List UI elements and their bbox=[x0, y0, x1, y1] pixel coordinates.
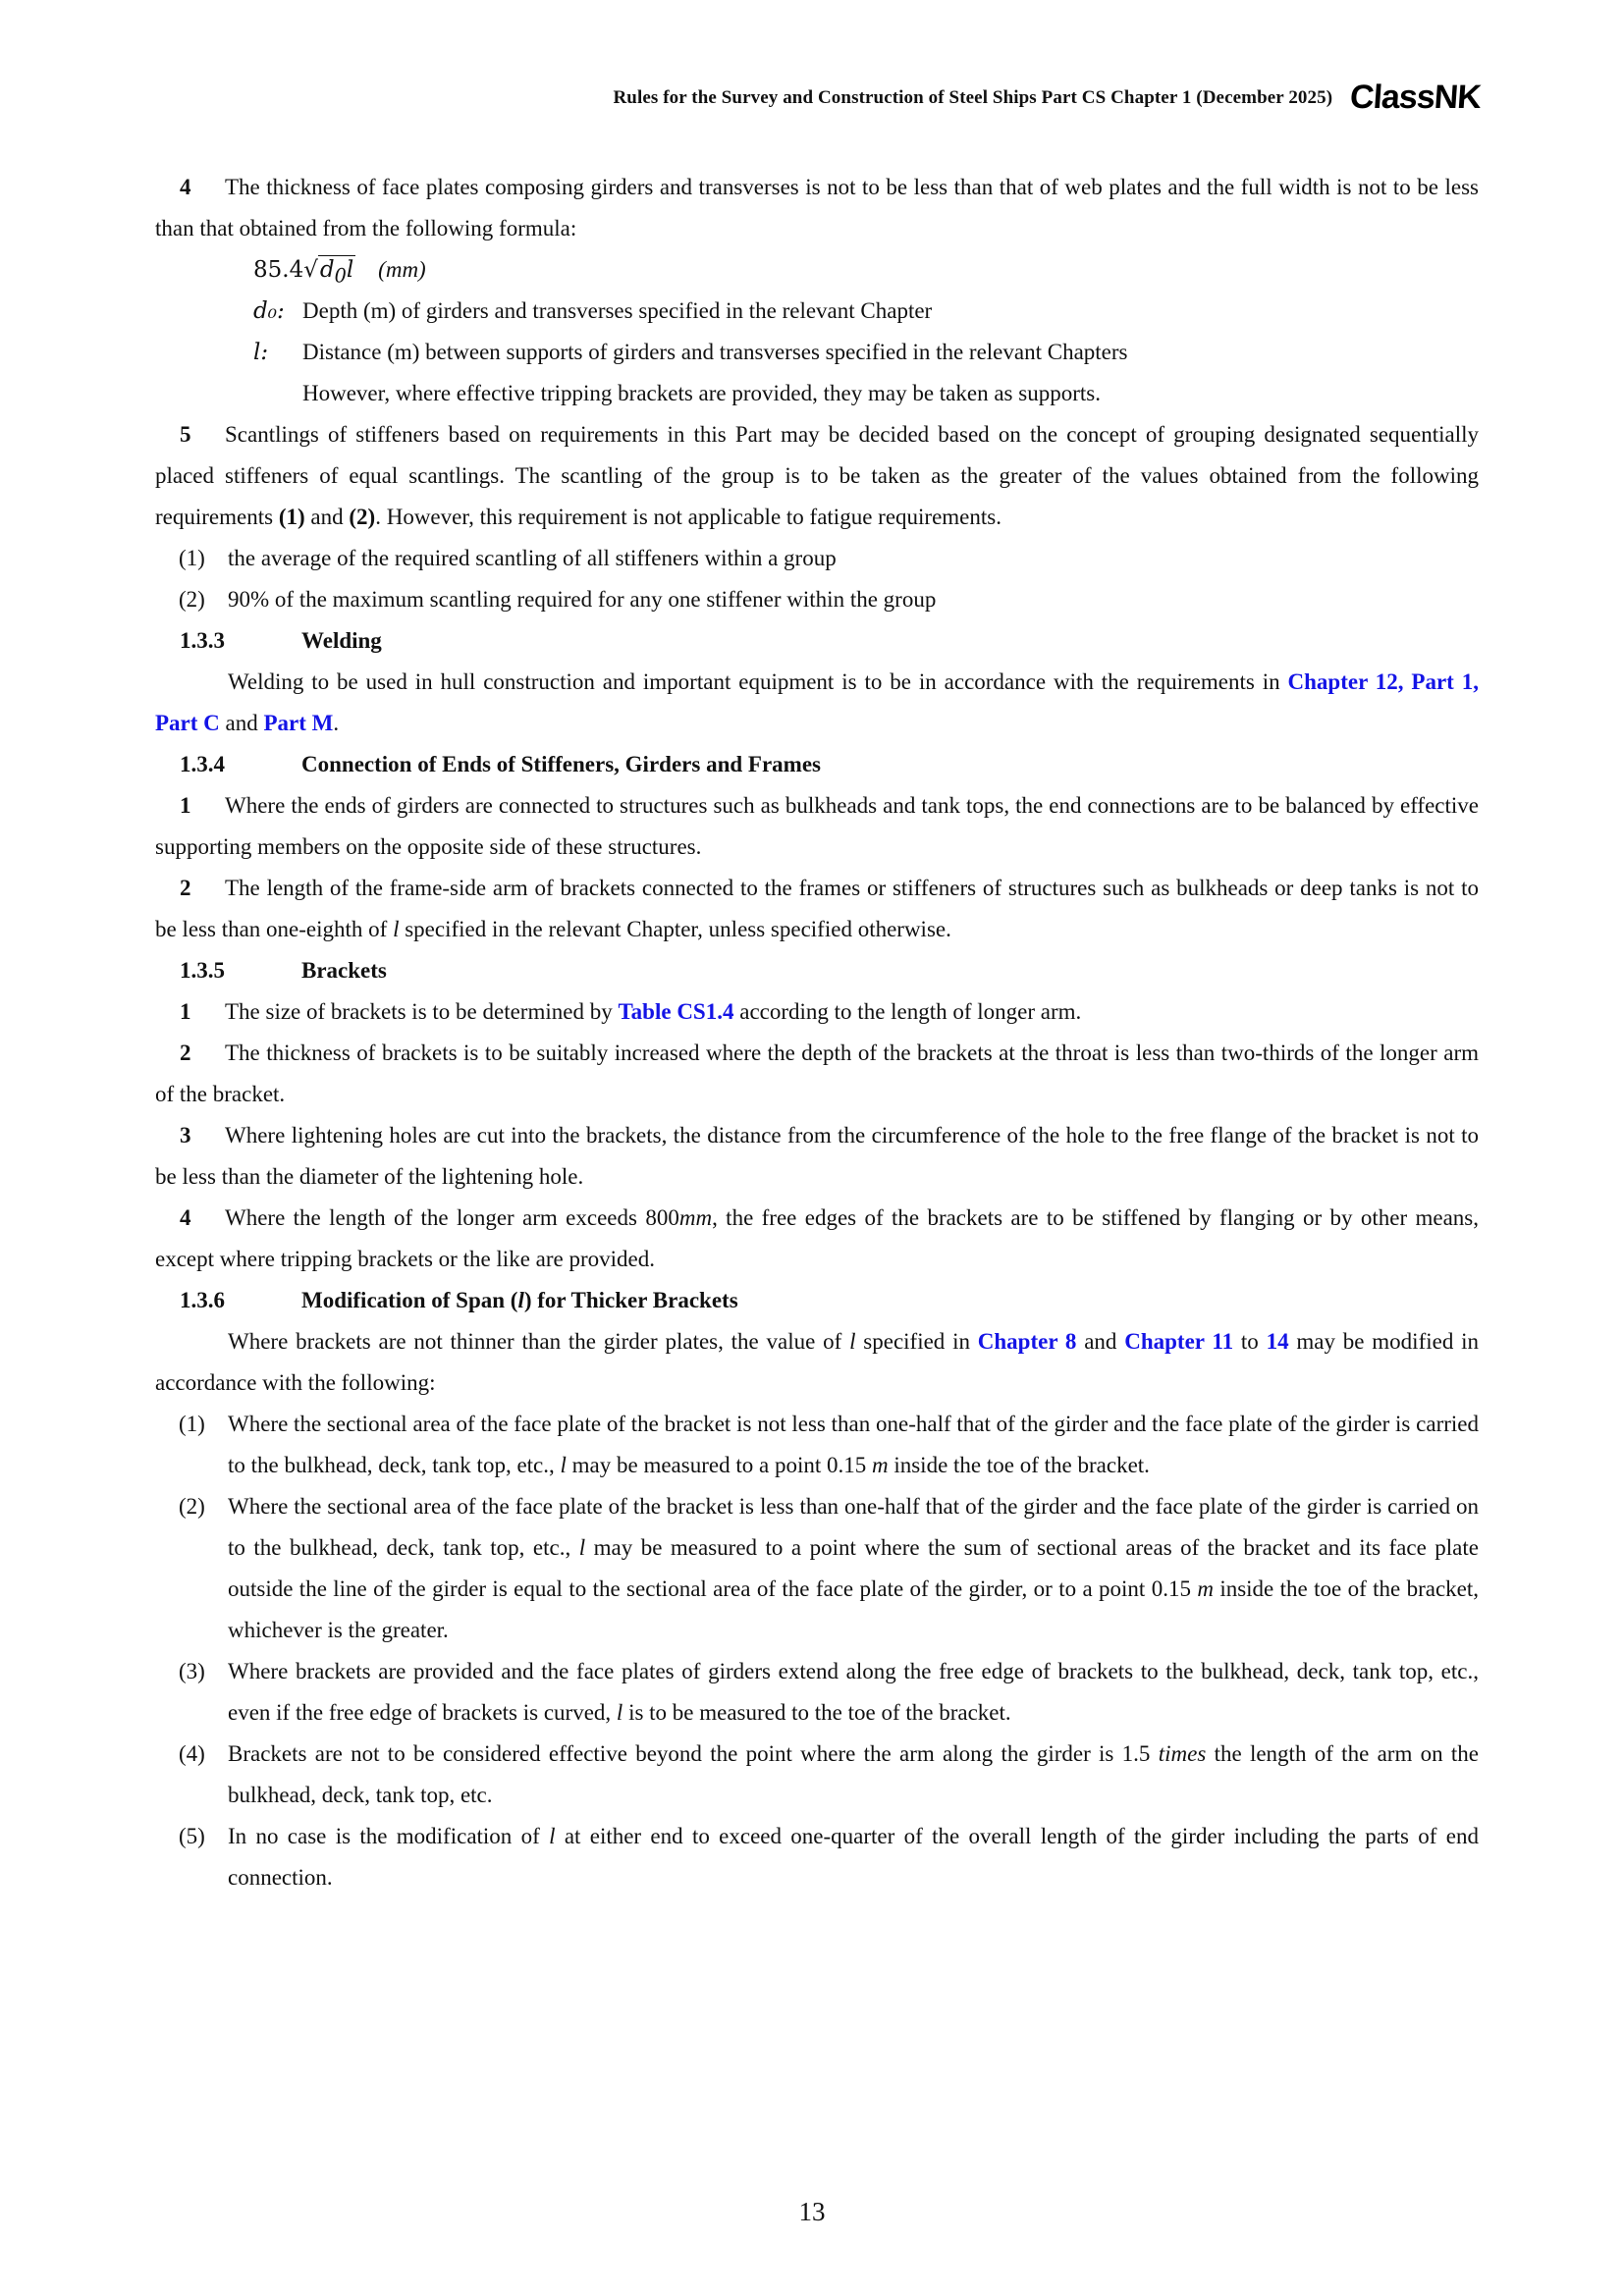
item-text: Where brackets are provided and the face plates of girders extend along the free edge of brackets to the bulkhead, deck, tank top, etc., even if the free edge of brackets is curved, bbox=[228, 1659, 1479, 1725]
paragraph-number: 3 bbox=[180, 1123, 191, 1148]
list-item bbox=[155, 538, 1479, 579]
paragraph-text-end: . However, this requirement is not applicable to fatigue requirements. bbox=[375, 505, 1001, 529]
paragraph-5 bbox=[155, 414, 1479, 538]
list-item bbox=[155, 1486, 1479, 1651]
symbol-l: l bbox=[578, 1535, 586, 1560]
section-number: 1.3.4 bbox=[180, 752, 225, 776]
paragraph-text: The thickness of face plates composing girders and transverses is not to be less than that of web plates and the full width is not to be less than that obtained from the following formula: bbox=[155, 175, 1479, 240]
text-to: to bbox=[1233, 1329, 1267, 1354]
section-title-end: ) for Thicker Brackets bbox=[523, 1288, 738, 1312]
item-text-end: inside the toe of the bracket, whichever is the greater. bbox=[228, 1576, 1480, 1642]
section-title: Welding bbox=[301, 628, 382, 653]
definition-continuation: However, where effective tripping brackets are provided, they may be taken as supports. bbox=[302, 381, 1101, 405]
section-heading-1-3-5 bbox=[155, 950, 1479, 991]
item-text: Brackets are not to be considered effective beyond the point where the arm along the girder is 1.5 bbox=[228, 1741, 1159, 1766]
definition-text: Depth (m) of girders and transverses specified in the relevant Chapter bbox=[302, 298, 933, 323]
item-text: the average of the required scantling of all stiffeners within a group bbox=[228, 546, 837, 570]
classnk-logo: ClassNK bbox=[1348, 79, 1483, 116]
main-content bbox=[155, 167, 1479, 1898]
paragraph-1-3-5-3 bbox=[155, 1115, 1479, 1198]
paragraph-text: Scantlings of stiffeners based on requirements in this Part may be decided based on the concept of grouping designated sequentially placed stiffeners of equal scantlings. The scantling of the group is to be taken as the greater of the values obtained from the following requirements bbox=[155, 422, 1479, 529]
paragraph-number: 1 bbox=[180, 793, 191, 818]
section-heading-1-3-3 bbox=[155, 620, 1479, 662]
item-text-end: inside the toe of the bracket. bbox=[888, 1453, 1150, 1477]
item-text-end: is to be measured to the toe of the bracket. bbox=[623, 1700, 1011, 1725]
section-number: 1.3.5 bbox=[180, 958, 225, 983]
symbol-l: l bbox=[849, 1329, 856, 1354]
section-number: 1.3.3 bbox=[180, 628, 225, 653]
paragraph-1-3-4-2 bbox=[155, 868, 1479, 950]
link-chapter-12-part-1-part-c[interactable]: Chapter 12, Part 1, Part C bbox=[155, 669, 1479, 735]
paragraph-text-end: according to the length of longer arm. bbox=[733, 999, 1082, 1024]
symbol-l: l bbox=[560, 1453, 567, 1477]
list-item bbox=[155, 1651, 1479, 1734]
unit-m: m bbox=[1197, 1576, 1214, 1601]
formula-coefficient: 85.4 bbox=[253, 257, 304, 283]
text-and: and bbox=[1076, 1329, 1125, 1354]
item-text: may be measured to a point 0.15 bbox=[566, 1453, 872, 1477]
reference-1: (1) bbox=[278, 505, 305, 529]
item-text-end: the length of the arm on the bulkhead, deck, tank top, etc. bbox=[228, 1741, 1480, 1807]
link-chapter-14[interactable]: 14 bbox=[1266, 1329, 1289, 1354]
item-text: may be measured to a point where the sum of sectional areas of the bracket and its face plate outside the line of the girder is equal to the sectional area of the face plate of the girder, or to a point 0.15 bbox=[228, 1535, 1479, 1601]
paragraph-text: Where the ends of girders are connected to structures such as bulkheads and tank tops, the end connections are to be balanced by effective supporting members on the opposite side of these structures. bbox=[155, 793, 1479, 859]
text-and: and bbox=[219, 711, 264, 735]
paragraph-1-3-5-2 bbox=[155, 1033, 1479, 1115]
reference-2: (2) bbox=[349, 505, 376, 529]
paragraph-text: Welding to be used in hull construction and important equipment is to be in accordance with the requirements in bbox=[228, 669, 1288, 694]
paragraph-4 bbox=[155, 167, 1479, 249]
symbol-l: l bbox=[517, 1288, 524, 1312]
paragraph-1-3-6-intro bbox=[155, 1321, 1479, 1404]
paragraph-welding bbox=[155, 662, 1479, 744]
list-item bbox=[155, 579, 1479, 620]
paragraph-text-end: , the free edges of the brackets are to be stiffened by flanging or by other means, except where tripping brackets or the like are provided. bbox=[155, 1205, 1479, 1271]
item-number: (5) bbox=[179, 1824, 205, 1848]
paragraph-text: Where the length of the longer arm exceeds 800 bbox=[225, 1205, 679, 1230]
paragraph-text: Where brackets are not thinner than the girder plates, the value of bbox=[228, 1329, 850, 1354]
section-heading-1-3-4 bbox=[155, 744, 1479, 785]
paragraph-text: The length of the frame-side arm of brackets connected to the frames or stiffeners of structures such as bulkheads or deep tanks is not to be less than one-eighth of bbox=[155, 876, 1479, 941]
page-header bbox=[613, 79, 1481, 117]
section-title: Connection of Ends of Stiffeners, Girders and Frames bbox=[301, 752, 821, 776]
paragraph-text-end: may be modified in accordance with the following: bbox=[155, 1329, 1480, 1395]
definition-symbol: d₀: bbox=[253, 298, 285, 324]
section-title: Modification of Span ( bbox=[301, 1288, 518, 1312]
paragraph-text: The size of brackets is to be determined by bbox=[225, 999, 619, 1024]
emphasis-times: times bbox=[1158, 1741, 1207, 1766]
item-text: 90% of the maximum scantling required for any one stiffener within the group bbox=[228, 587, 937, 612]
item-text: Where the sectional area of the face plate of the bracket is less than one-half that of the girder and the face plate of the girder is carried on to the bulkhead, deck, tank top, etc., bbox=[228, 1494, 1479, 1560]
paragraph-1-3-5-1 bbox=[155, 991, 1479, 1033]
link-chapter-11[interactable]: Chapter 11 bbox=[1124, 1329, 1234, 1354]
item-number: (3) bbox=[179, 1659, 205, 1683]
item-number: (1) bbox=[179, 546, 205, 570]
link-part-m[interactable]: Part M bbox=[263, 711, 334, 735]
section-title: Brackets bbox=[301, 958, 387, 983]
paragraph-number: 1 bbox=[180, 999, 191, 1024]
definition-l bbox=[155, 332, 1479, 373]
formula-radicand: $d_0l$ bbox=[318, 255, 355, 291]
item-number: (1) bbox=[179, 1412, 205, 1436]
page-number: 13 bbox=[798, 2197, 826, 2226]
unit-mm: mm bbox=[678, 1205, 713, 1230]
text-and: and bbox=[304, 505, 350, 529]
item-number: (2) bbox=[179, 1494, 205, 1519]
paragraph-number: 4 bbox=[180, 175, 191, 199]
paragraph-text: Where lightening holes are cut into the brackets, the distance from the circumference of the hole to the free flange of the bracket is not to be less than the diameter of the lightening hole. bbox=[155, 1123, 1479, 1189]
list-item bbox=[155, 1816, 1479, 1898]
paragraph-text-end: specified in the relevant Chapter, unless specified otherwise. bbox=[399, 917, 951, 941]
link-chapter-8[interactable]: Chapter 8 bbox=[977, 1329, 1077, 1354]
paragraph-1-3-4-1 bbox=[155, 785, 1479, 868]
header-title: Rules for the Survey and Construction of Steel Ships Part CS Chapter 1 (December 2025) bbox=[613, 86, 1333, 108]
formula: $85.4√d_0l$ (mm) bbox=[155, 249, 1479, 291]
symbol-l: l bbox=[393, 917, 400, 941]
item-number: (2) bbox=[179, 587, 205, 612]
item-text: Where the sectional area of the face plate of the bracket is not less than one-half that of the girder and the face plate of the girder is carried to the bulkhead, deck, tank top, etc., bbox=[228, 1412, 1479, 1477]
definition-d0 bbox=[155, 291, 1479, 332]
formula-unit: (mm) bbox=[378, 257, 426, 282]
paragraph-text: The thickness of brackets is to be suitably increased where the depth of the brackets at the throat is less than two-thirds of the longer arm of the bracket. bbox=[155, 1041, 1479, 1106]
list-item bbox=[155, 1404, 1479, 1486]
link-table-cs1-4[interactable]: Table CS1.4 bbox=[618, 999, 734, 1024]
paragraph-number: 4 bbox=[180, 1205, 191, 1230]
paragraph-number: 5 bbox=[180, 422, 191, 447]
unit-m: m bbox=[871, 1453, 889, 1477]
symbol-l: l bbox=[549, 1824, 556, 1848]
symbol-l: l bbox=[616, 1700, 623, 1725]
item-number: (4) bbox=[179, 1741, 205, 1766]
section-number: 1.3.6 bbox=[180, 1288, 225, 1312]
paragraph-number: 2 bbox=[180, 876, 191, 900]
section-heading-1-3-6 bbox=[155, 1280, 1479, 1321]
item-text-end: at either end to exceed one-quarter of the overall length of the girder including the parts of end connection. bbox=[228, 1824, 1479, 1890]
paragraph-number: 2 bbox=[180, 1041, 191, 1065]
definition-text: Distance (m) between supports of girders and transverses specified in the relevant Chapters bbox=[302, 340, 1128, 364]
paragraph-text: specified in bbox=[855, 1329, 978, 1354]
definition-symbol: l: bbox=[253, 340, 269, 365]
list-item bbox=[155, 1734, 1479, 1816]
text-period: . bbox=[333, 711, 340, 735]
item-text: In no case is the modification of bbox=[228, 1824, 550, 1848]
paragraph-1-3-5-4 bbox=[155, 1198, 1479, 1280]
